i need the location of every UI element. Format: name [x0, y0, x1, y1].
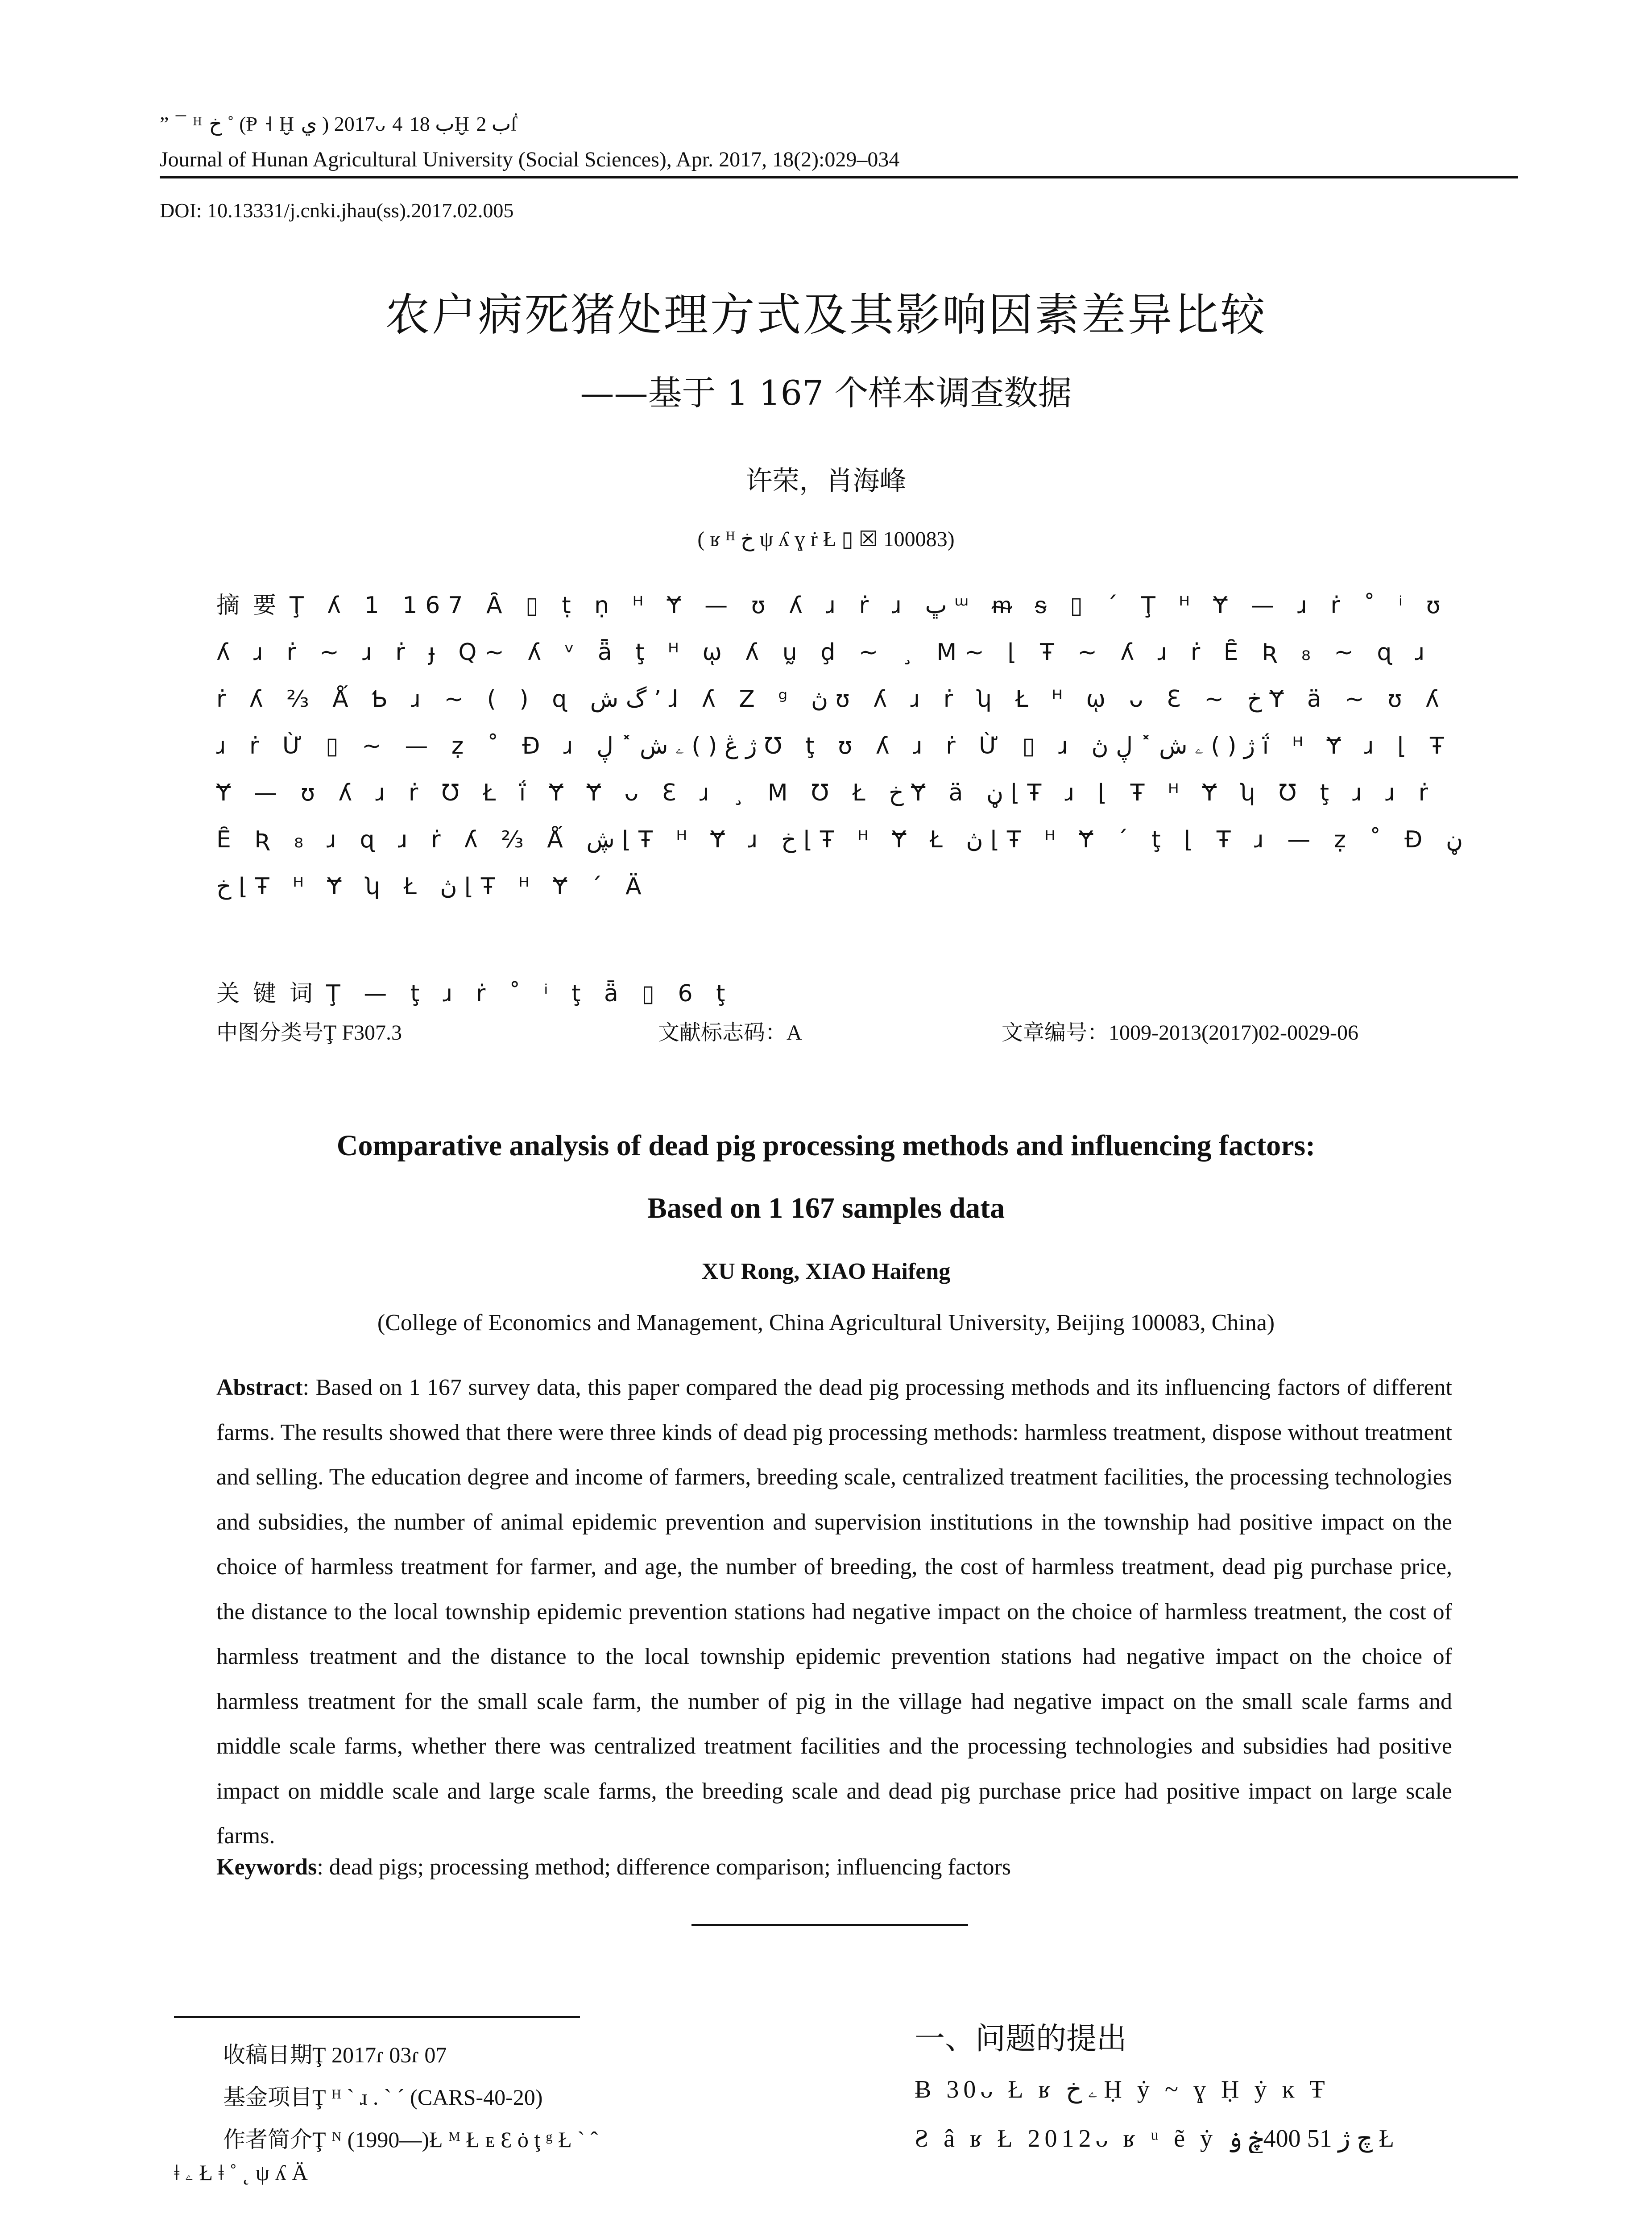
- body-text-line: Ƀ 30ᴗ Ł ʁ ۦ خ Ḥ ẏ ~ ɣ Ḥ ẏ ĸ Ŧ: [915, 2076, 1329, 2103]
- doi-line: DOI: 10.13331/j.cnki.jhau(ss).2017.02.005: [160, 199, 514, 222]
- section-separator: [691, 1924, 968, 1926]
- fund-value: Ţ ᴴ ˋ ɹ . ˋ ˊ (CARS-40-20): [312, 2085, 543, 2110]
- classification-row: [216, 1015, 1466, 1046]
- footnote-fund: [223, 2079, 542, 2111]
- author-bio-label: 作者简介: [223, 2127, 312, 2152]
- paper-subtitle-cn: ——基于 1 167 个样本调查数据: [580, 373, 1072, 413]
- clc-value: Ţ F307.3: [323, 1021, 402, 1045]
- footnote-received: [223, 2037, 447, 2069]
- header-divider: [160, 176, 1518, 178]
- article-number-value: 1009-2013(2017)02-0029-06: [1109, 1021, 1358, 1045]
- authors-en: XU Rong, XIAO Haifeng: [701, 1259, 951, 1284]
- abstract-en-label: Abstract: [216, 1375, 303, 1400]
- abstract-en-text: : Based on 1 167 survey data, this paper compared the dead pig processing methods and its influencing factors of different farms. The results showed that there were three kinds of dead pig processing methods: harmless treatment, dispose without treatment and selling. The education degree and income of farmers, breeding scale, centralized treatment facilities, the processing technologies and subsidies, the number of animal epidemic prevention and supervision institutions in the township had positive impact on the choice of harmless treatment for farmer, and age, the number of breeding, the cost of harmless treatment, dead pig purchase price, the distance to the local township epidemic prevention stations had negative impact on the choice of harmless treatment, the cost of harmless treatment and the distance to the local township epidemic prevention stations had negative impact on the choice of harmless treatment for the small scale farm, the number of pig in the village had negative impact on the small scale farms and middle scale farms, whether there was centralized treatment facilities and the processing technologies and subsidies had positive impact on middle scale and large scale farms, the breeding scale and dead pig purchase price had positive impact on large scale farms.: [216, 1375, 1452, 1849]
- abstract-en: [216, 1365, 1452, 1859]
- affiliation-en: (College of Economics and Management, China Agricultural University, Beijing 100083, China): [377, 1310, 1275, 1335]
- received-label: 收稿日期: [223, 2042, 312, 2068]
- paper-title-cn: 农户病死猪处理方式及其影响因素差异比较: [385, 289, 1267, 341]
- running-header-en: Journal of Hunan Agricultural University (Social Sciences), Apr. 2017, 18(2):029–034: [160, 148, 900, 171]
- footnote-divider: [174, 2016, 580, 2018]
- section-heading: 一、问题的提出: [915, 2021, 1127, 2057]
- author-bio-value: Ţ ᴺ (1990—)Ł ᴹ Ł ᴇ Ɛ ȯ ţ ᵍ Ł ˋ ˆ: [312, 2127, 598, 2152]
- article-number-label: 文章编号：: [1002, 1020, 1109, 1045]
- footnote-author: [223, 2122, 598, 2154]
- paper-title-en-line2: Based on 1 167 samples data: [647, 1192, 1005, 1224]
- keywords-en: [216, 1854, 1452, 1880]
- keywords-en-text: : dead pigs; processing method; difference comparison; influencing factors: [317, 1854, 1011, 1880]
- authors-cn: 许荣，肖海峰: [745, 465, 907, 497]
- received-value: Ţ 2017ɾ 03ɾ 07: [312, 2042, 447, 2067]
- running-header-cn: ” ¯ ᴴ خ ˚ (Ᵽ ˧ Ḫ ي ) 2017ᴗ 4 ب 18Ḫ ب 2ẛ: [160, 112, 518, 135]
- affiliation-cn: ( ʁ ᴴ خ ψ ʎ ɣ ṙ Ł ▯ ☒ 100083): [697, 527, 955, 551]
- fund-label: 基金项目: [223, 2084, 312, 2110]
- keywords-cn-label: 关键词: [216, 980, 327, 1007]
- keywords-cn: [216, 970, 1466, 1017]
- clc-label: 中图分类号: [216, 1020, 324, 1045]
- doc-code-value: A: [787, 1021, 802, 1045]
- footnote-author-continued: ǂ ۦ Ł ǂ ˚ ˛ ψ ʎ Ä: [174, 2160, 308, 2185]
- keywords-en-label: Keywords: [216, 1854, 317, 1880]
- article-number: [1002, 1015, 1358, 1046]
- abstract-cn-label: 摘要: [216, 592, 290, 619]
- abstract-cn-text: Ţ ʎ 1 167 Ȃ ▯ ṭ ṇ ᴴ Ɏ — ʊ ʎ ɹ ṙ ɹ ڀ ᵚ ᵯ ᵴ ▯ ´ Ţ ᴴ Ɏ — ɹ ṙ ˚ ⁱ ʊ ʎ ɹ ṙ ~ ɹ ṙ ɟ Q~ ʎ ᵛ ǟ ţ ᴴ ῳ ʎ ṵ ḑ ~ ¸ M~ ⌊ Ŧ ~ ʎ ɹ ṙ Ȇ Ʀ ₈ ~ ɋ ɹ ṙ ʎ ⅔ Ǻ Ƅ ɹ ~ ( ) ɋ گ ش ʼ ɺ ʎ Z ᵍ ڽ ʊ ʎ ɹ ṙ ʮ Ł ᴴ ῳ ᴗ Ɛ ~ خ Ɏ ä ~ ʊ ʎ ɹ ṙ Ừ ▯ ~ — ẓ ˚ Ɖ ɹ ژ ڠ ( ) ۦ ش ˟ ڸ Ʊ ţ ʊ ʎ ɹ ṙ Ừ ▯ ɹ ژ ( ) ۦ ش ˟ ڸ ڽ ḯ ᴴ Ɏ ɹ ⌊ Ŧ Ɏ — ʊ ʎ ɹ ṙ Ʊ Ł ḯ Ɏ Ɏ ᴗ Ɛ ɹ ¸ M Ʊ Ł خ Ɏ ä ڼ ⌊ Ŧ ɹ ⌊ Ŧ ᴴ Ɏ ʮ Ʊ ţ ɹ ɹ ṙ Ȇ Ʀ ₈ ɹ ɋ ɹ ṙ ʎ ⅔ Ǻ ڜ ⌊ Ŧ ᴴ Ɏ ɹ خ ⌊ Ŧ ᴴ Ɏ Ł ڽ ⌊ Ŧ ᴴ Ɏ ´ ţ ⌊ Ŧ ɹ — ẓ ˚ Ɖ ڼ خ ⌊ Ŧ ᴴ Ɏ ʮ Ł ڽ ⌊ Ŧ ᴴ Ɏ ´ Ä: [216, 592, 1463, 900]
- doc-code-label: 文献标志码：: [658, 1020, 787, 1045]
- body-text-line: Ƨ â ʁ Ł 2012ᴗ ʁ ᵘ ẽ ẏ چ ژ 51 400ڿ ۏ Ł: [915, 2125, 1399, 2152]
- abstract-cn: [216, 582, 1466, 962]
- keywords-cn-text: Ţ — ţ ɹ ṙ ˚ ⁱ ţ ǟ ▯ 6 ţ: [326, 980, 733, 1007]
- paper-title-en-line1: Comparative analysis of dead pig processing methods and influencing factors:: [336, 1129, 1316, 1162]
- clc-number: [216, 1015, 402, 1046]
- document-code: [658, 1015, 802, 1046]
